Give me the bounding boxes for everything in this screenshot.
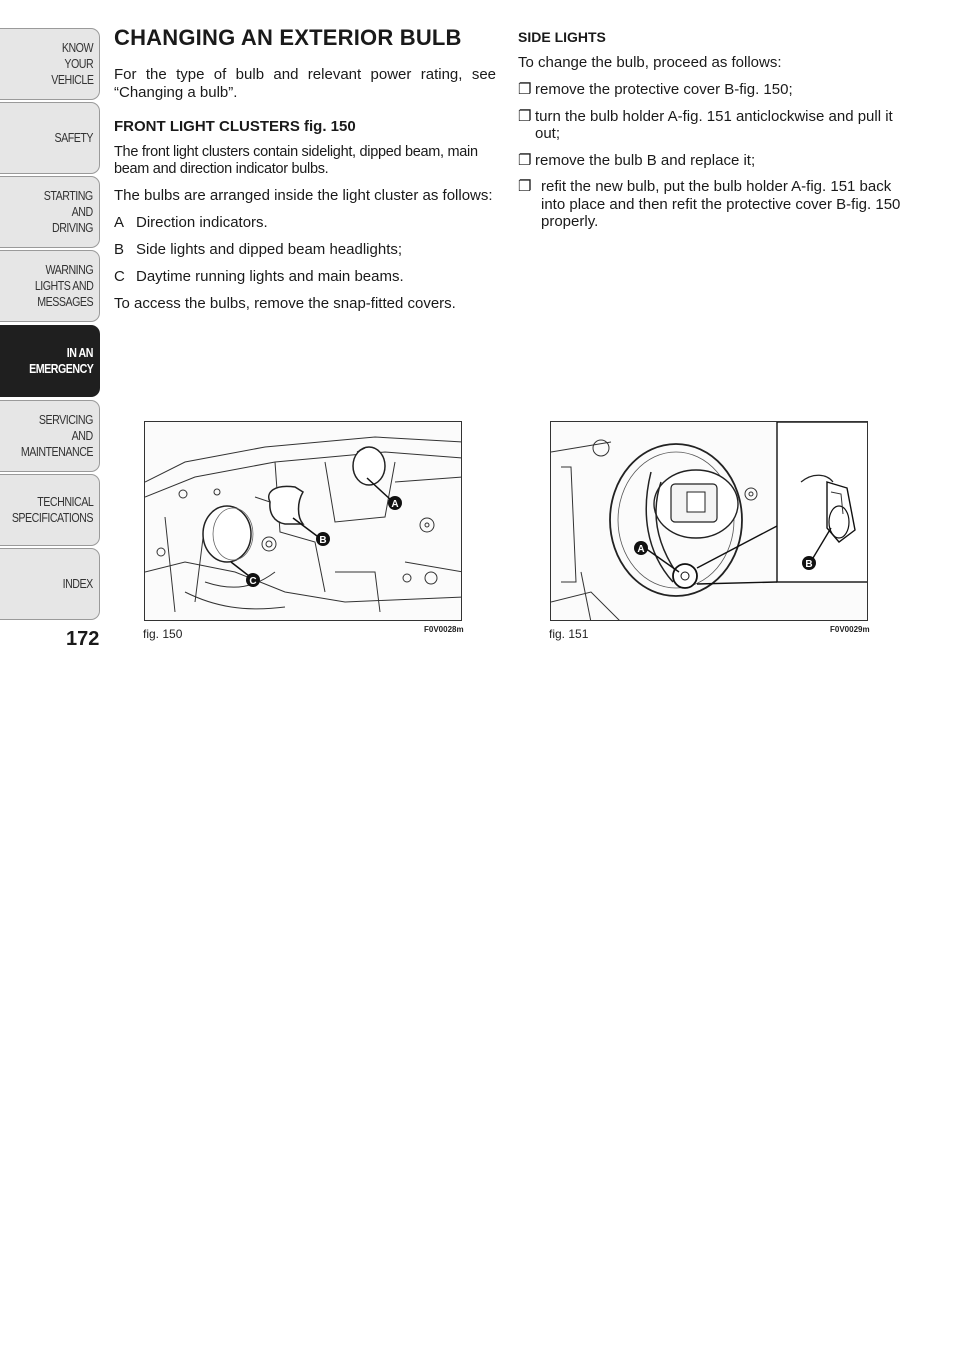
tab-label: SPECIFICATIONS (11, 510, 93, 525)
tab-label: INDEX (62, 576, 93, 591)
list-item (518, 108, 902, 143)
figure-caption: fig. 151 (549, 627, 589, 641)
tab-label: SAFETY (54, 130, 93, 145)
checkbox-bullet-icon: ❐ (518, 107, 532, 125)
section-title-side-lights: SIDE LIGHTS (518, 29, 606, 45)
figure-code: F0V0028m (424, 625, 464, 634)
checkbox-bullet-icon: ❐ (518, 151, 532, 169)
list-item (114, 214, 496, 232)
step-text: refit the new bulb, put the bulb holder A-fig. 151 back into place and then refit the protective cover B-fig. 150 properly. (541, 178, 901, 230)
right-column (518, 28, 902, 240)
callout-label: C (249, 576, 257, 587)
tab-label: AND (71, 204, 93, 219)
item-text: Direction indicators. (136, 214, 268, 231)
paragraph-procedure-intro: To change the bulb, proceed as follows: (518, 54, 782, 71)
tab-label: MESSAGES (37, 294, 93, 309)
tab-warning-lights-and-messages[interactable] (0, 250, 100, 322)
callout-label: A (391, 499, 399, 510)
item-letter: B (114, 241, 125, 258)
tab-label: MAINTENANCE (20, 444, 93, 459)
tab-in-an-emergency[interactable] (0, 325, 100, 397)
callout-label: B (319, 535, 327, 546)
left-column (114, 24, 496, 322)
paragraph-clusters: The front light clusters contain sidelight, dipped beam, main beam and direction indicator bulbs. (114, 144, 478, 177)
section-title-front-light-clusters: FRONT LIGHT CLUSTERS fig. 150 (114, 118, 356, 135)
list-item (518, 152, 902, 170)
item-letter: A (114, 214, 125, 231)
tab-label: VEHICLE (50, 72, 93, 87)
page-title: CHANGING AN EXTERIOR BULB (114, 25, 462, 50)
intro-paragraph: For the type of bulb and relevant power rating, see “Changing a bulb”. (114, 66, 496, 101)
figure-150-headlight-illustration (144, 421, 462, 621)
tab-label: YOUR (64, 56, 93, 71)
list-item (518, 81, 902, 99)
tab-know-your-vehicle[interactable] (0, 28, 100, 100)
tab-label: KNOW (61, 40, 93, 55)
item-text: Daytime running lights and main beams. (136, 268, 404, 285)
list-item (518, 178, 902, 231)
figure-code: F0V0029m (830, 625, 870, 634)
checkbox-bullet-icon: ❐ (518, 81, 532, 98)
item-text: Side lights and dipped beam headlights; (136, 241, 403, 258)
tab-label: LIGHTS AND (34, 278, 93, 293)
tab-label: IN AN (66, 345, 93, 360)
item-letter: C (114, 268, 125, 285)
bulb-holder-drawing (551, 422, 868, 621)
tab-label: SERVICING (38, 412, 93, 427)
tab-label: EMERGENCY (28, 361, 93, 376)
page-number: 172 (66, 628, 100, 650)
checkbox-bullet-icon: ❐ (518, 178, 532, 195)
figure-caption: fig. 150 (143, 627, 183, 641)
list-item (114, 241, 496, 259)
tab-servicing-and-maintenance[interactable] (0, 400, 100, 472)
tab-index[interactable] (0, 548, 100, 620)
tab-label: TECHNICAL (37, 494, 93, 509)
step-text: remove the protective cover B-fig. 150; (535, 81, 793, 98)
list-item (114, 268, 496, 286)
callout-label: B (805, 559, 813, 570)
tab-label: STARTING (44, 188, 93, 203)
tab-label: WARNING (45, 262, 93, 277)
tab-label: AND (71, 428, 93, 443)
step-text: turn the bulb holder A-fig. 151 anticlockwise and pull it out; (535, 107, 893, 142)
paragraph-arrangement: The bulbs are arranged inside the light cluster as follows: (114, 187, 493, 204)
headlight-drawing (145, 422, 462, 621)
tab-starting-and-driving[interactable] (0, 176, 100, 248)
callout-label: A (637, 544, 645, 555)
tab-technical-specifications[interactable] (0, 474, 100, 546)
tab-label: DRIVING (52, 220, 93, 235)
step-text: remove the bulb B and replace it; (535, 151, 756, 169)
figure-151-bulb-holder-illustration (550, 421, 868, 621)
paragraph-access: To access the bulbs, remove the snap-fitted covers. (114, 295, 456, 312)
tab-safety[interactable] (0, 102, 100, 174)
